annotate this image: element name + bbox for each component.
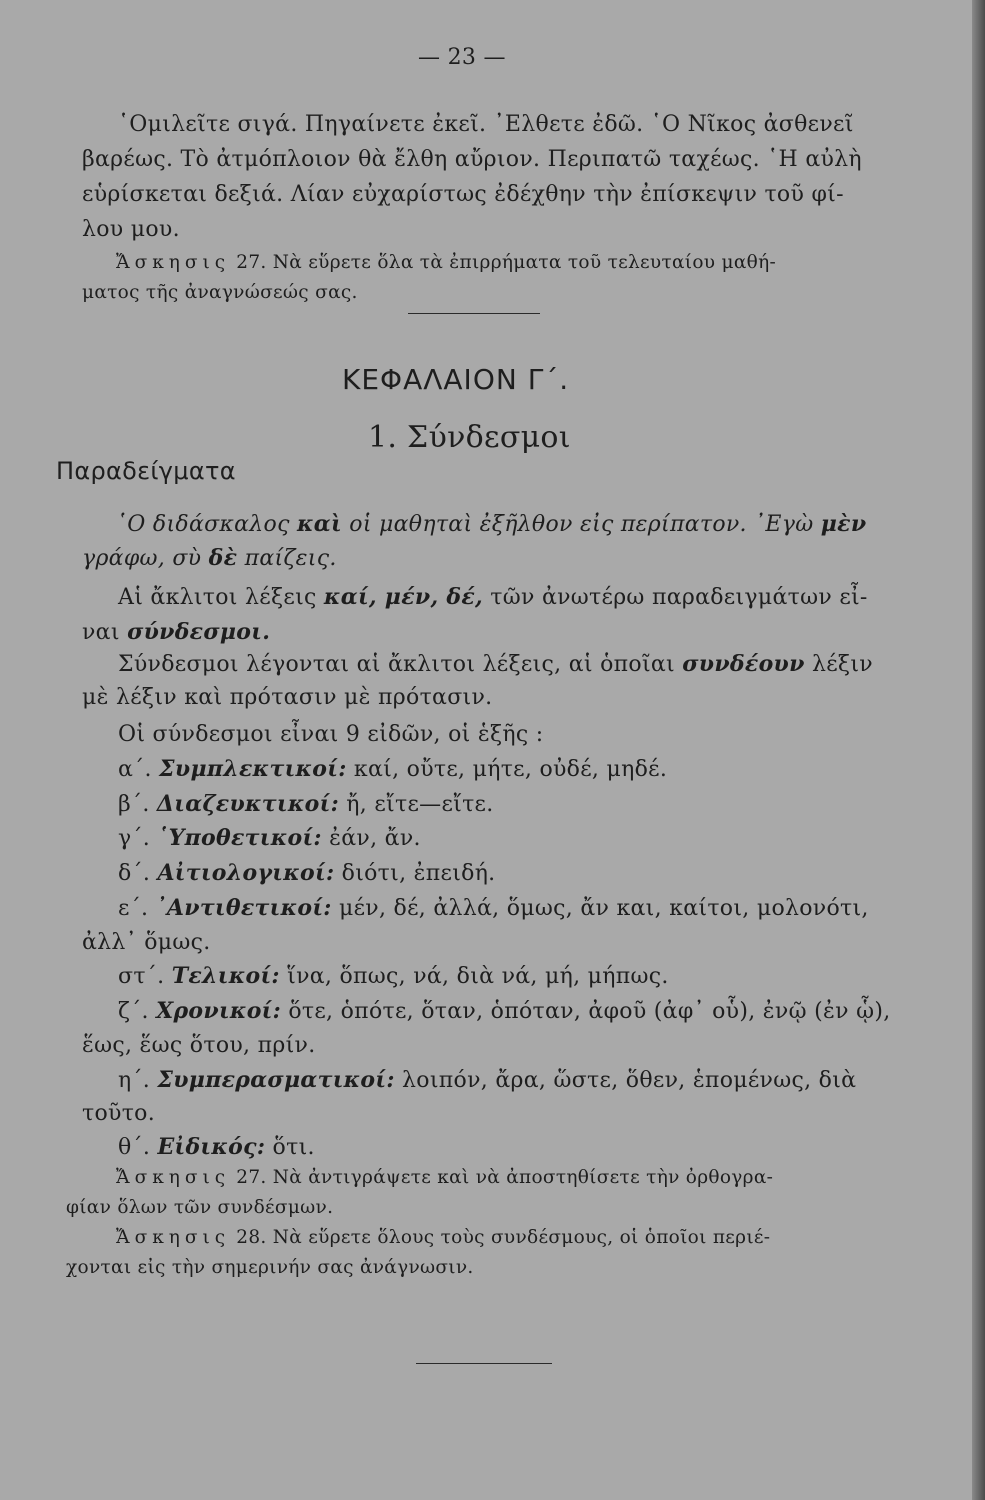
exercise-label: Ἄσκησις bbox=[116, 252, 231, 273]
example-text: γράφω, σὺ bbox=[82, 546, 209, 571]
definition-line-1 bbox=[118, 650, 873, 679]
kind-name: Διαζευκτικοί: bbox=[156, 791, 339, 817]
example-text: ῾Ο διδάσκαλος bbox=[116, 512, 298, 537]
kinds-intro: Οἱ σύνδεσμοι εἶναι 9 εἰδῶν, οἱ ἑξῆς : bbox=[118, 722, 544, 747]
example-text: παίζεις. bbox=[237, 546, 337, 571]
definition-term: συνδέουν bbox=[682, 651, 805, 677]
kind-name: Συμπλεκτικοί: bbox=[159, 756, 347, 782]
kind-item-5-cont: ἀλλ᾿ ὅμως. bbox=[82, 930, 211, 955]
kind-words: ἵνα, ὅπως, νά, διὰ νά, μή, μήπως. bbox=[279, 964, 669, 989]
kind-item-5 bbox=[118, 894, 869, 923]
kind-item-8-cont: τοῦτο. bbox=[82, 1101, 155, 1126]
page-edge bbox=[972, 0, 985, 1500]
explanation-text: ναι bbox=[82, 620, 128, 645]
kind-words: ὅτι. bbox=[265, 1135, 315, 1160]
intro-line-1: ῾Ομιλεῖτε σιγά. Πηγαίνετε ἐκεῖ. ᾿Ελθετε ἐδῶ. ῾Ο Νῖκος ἀσθενεῖ bbox=[118, 112, 854, 137]
kind-number: ε΄. bbox=[118, 896, 156, 921]
kind-item-6 bbox=[118, 962, 669, 991]
kind-words: ἤ, εἴτε—εἴτε. bbox=[339, 792, 494, 817]
kind-words: καί, οὔτε, μήτε, οὐδέ, μηδέ. bbox=[346, 757, 668, 782]
kind-number: β΄. bbox=[118, 792, 157, 817]
intro-line-3: εὑρίσκεται δεξιά. Λίαν εὐχαρίστως ἐδέχθην τὴν ἐπίσκεψιν τοῦ φί- bbox=[82, 182, 844, 207]
kind-words: μέν, δέ, ἀλλά, ὅμως, ἄν και, καίτοι, μολονότι, bbox=[331, 896, 869, 921]
exercise-label: Ἄσκησις bbox=[116, 1167, 231, 1188]
kind-words: διότι, ἐπειδή. bbox=[334, 861, 496, 886]
bottom-divider bbox=[416, 1363, 552, 1364]
intro-line-2: βαρέως. Τὸ ἀτμόπλοιον θὰ ἔλθη αὔριον. Περιπατῶ ταχέως. ῾Η αὐλὴ bbox=[82, 147, 862, 172]
example-line-2 bbox=[82, 544, 337, 573]
kind-name: Τελικοί: bbox=[171, 963, 280, 989]
definition-text: Σύνδεσμοι λέγονται αἱ ἄκλιτοι λέξεις, αἱ ὁποῖαι bbox=[118, 652, 683, 677]
kind-words: ἐάν, ἄν. bbox=[321, 826, 421, 851]
explanation-text: Αἱ ἄκλιτοι λέξεις bbox=[118, 585, 324, 610]
exercise-text: 27. Νὰ εὕρετε ὅλα τὰ ἐπιρρήματα τοῦ τελευταίου μαθή- bbox=[236, 252, 777, 273]
example-line-1 bbox=[116, 510, 866, 539]
kind-item-9 bbox=[118, 1133, 315, 1162]
kind-number: ζ΄. bbox=[118, 999, 157, 1024]
kind-words: λοιπόν, ἄρα, ὥστε, ὅθεν, ἑπομένως, διὰ bbox=[394, 1068, 857, 1093]
exercise-27a-line-1 bbox=[116, 251, 776, 275]
exercise-27a-line-2: ματος τῆς ἀναγνώσεώς σας. bbox=[82, 282, 358, 303]
explanation-line-2 bbox=[82, 618, 270, 647]
section-title: 1. Σύνδεσμοι bbox=[368, 420, 571, 455]
chapter-title: ΚΕΦΑΛΑΙΟΝ Γ΄. bbox=[342, 363, 570, 396]
kind-name: Συμπερασματικοί: bbox=[157, 1067, 395, 1093]
page-number: — 23 — bbox=[418, 45, 506, 70]
kind-name: ῾Υποθετικοί: bbox=[157, 825, 322, 851]
definition-line-2: μὲ λέξιν καὶ πρότασιν μὲ πρότασιν. bbox=[82, 685, 493, 710]
exercise-28-line-1 bbox=[116, 1226, 770, 1250]
explanation-line-1 bbox=[118, 583, 868, 612]
exercise-27b-line-1 bbox=[116, 1166, 773, 1190]
exercise-27b-line-2: φίαν ὅλων τῶν συνδέσμων. bbox=[66, 1197, 334, 1218]
kind-name: Εἰδικός: bbox=[157, 1134, 266, 1160]
kind-number: η΄. bbox=[118, 1068, 158, 1093]
kind-item-3 bbox=[118, 824, 421, 853]
kind-name: Χρονικοί: bbox=[156, 998, 282, 1024]
explanation-term: σύνδεσμοι. bbox=[127, 619, 271, 645]
kind-number: στ΄. bbox=[118, 964, 172, 989]
kind-number: θ΄. bbox=[118, 1135, 158, 1160]
kind-item-4 bbox=[118, 859, 495, 888]
exercise-text: 27. Νὰ ἀντιγράψετε καὶ νὰ ἀποστηθίσετε τὴν ὀρθογρα- bbox=[236, 1167, 774, 1188]
explanation-conjunctions: καί, μέν, δέ, bbox=[323, 584, 483, 610]
divider bbox=[408, 313, 540, 314]
kind-number: δ΄. bbox=[118, 861, 158, 886]
kind-item-8 bbox=[118, 1066, 856, 1095]
kind-name: Αἰτιολογικοί: bbox=[157, 860, 335, 886]
kind-item-7 bbox=[118, 997, 891, 1026]
kind-number: γ΄. bbox=[118, 826, 158, 851]
kind-item-1 bbox=[118, 755, 667, 784]
explanation-text: τῶν ἀνωτέρω παραδειγμάτων εἶ- bbox=[482, 585, 868, 610]
kind-words: ὅτε, ὁπότε, ὅταν, ὁπόταν, ἀφοῦ (ἀφ᾿ οὗ), ἐνῷ (ἐν ᾧ), bbox=[281, 999, 891, 1024]
exercise-label: Ἄσκησις bbox=[116, 1227, 231, 1248]
kind-item-7-cont: ἕως, ἕως ὅτου, πρίν. bbox=[82, 1033, 316, 1058]
example-conjunction: καὶ bbox=[297, 511, 342, 537]
kind-item-2 bbox=[118, 790, 494, 819]
definition-text: λέξιν bbox=[804, 652, 873, 677]
kind-name: ᾿Αντιθετικοί: bbox=[155, 895, 332, 921]
example-text: οἱ μαθηταὶ ἐξῆλθον εἰς περίπατον. ᾿Εγὼ bbox=[341, 512, 821, 537]
examples-heading: Παραδείγματα bbox=[56, 457, 236, 485]
exercise-text: 28. Νὰ εὕρετε ὅλους τοὺς συνδέσμους, οἱ ὁποῖοι περιέ- bbox=[236, 1227, 771, 1248]
exercise-28-line-2: χονται εἰς τὴν σημερινήν σας ἀνάγνωσιν. bbox=[66, 1257, 474, 1278]
kind-number: α΄. bbox=[118, 757, 160, 782]
intro-line-4: λου μου. bbox=[82, 217, 180, 242]
example-conjunction: μὲν bbox=[820, 511, 867, 537]
example-conjunction: δὲ bbox=[208, 545, 238, 571]
